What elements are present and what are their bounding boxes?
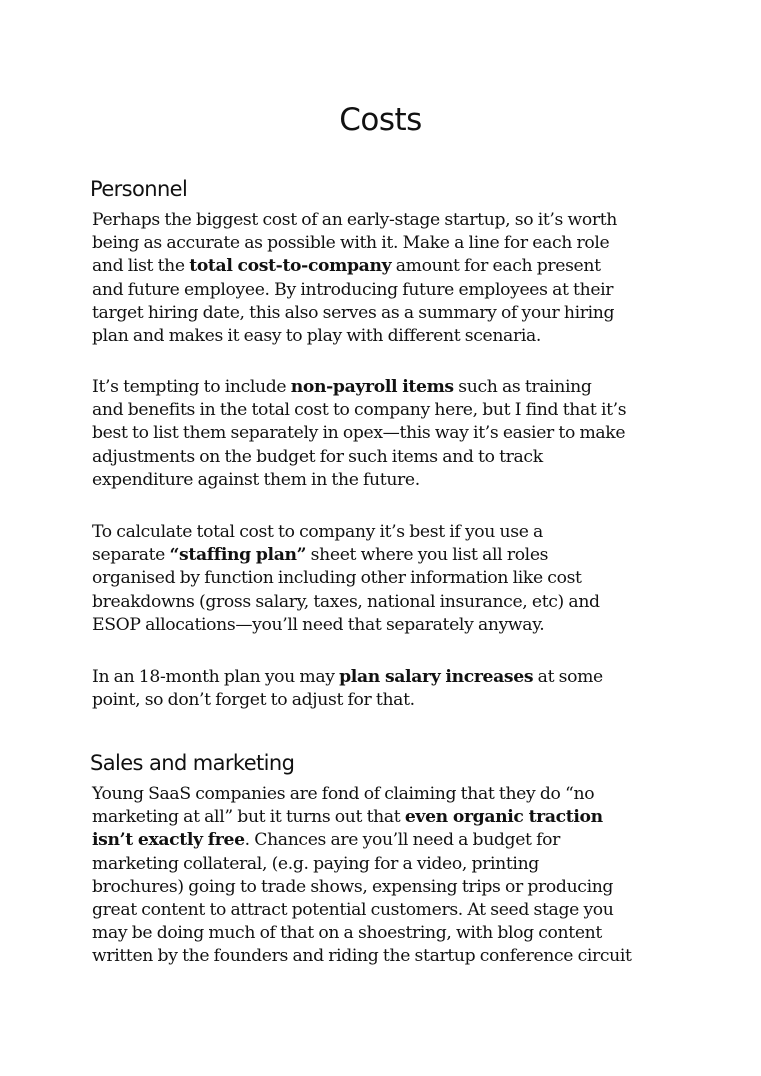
text-run: . Chances are you’ll need a budget for — [244, 830, 560, 851]
paragraph — [92, 209, 682, 348]
page-title: Costs — [339, 102, 422, 138]
text-line — [92, 302, 682, 325]
text-run: and future employee. By introducing future employees at their — [92, 279, 614, 300]
text-line — [92, 446, 682, 469]
text-line — [92, 544, 682, 567]
text-line — [92, 325, 682, 348]
text-run: written by the founders and riding the startup conference circuit — [92, 946, 632, 967]
paragraph — [92, 666, 682, 712]
text-line — [92, 945, 682, 968]
text-line — [92, 521, 682, 544]
text-line — [92, 922, 682, 945]
text-run: sheet where you list all roles — [306, 545, 549, 566]
text-run: may be doing much of that on a shoestring, with blog content — [92, 923, 602, 944]
text-line — [92, 829, 682, 852]
text-run: organised by function including other information like cost — [92, 568, 582, 589]
text-run: and list the — [92, 256, 190, 277]
text-line — [92, 899, 682, 922]
text-run: plan and makes it easy to play with different scenaria. — [92, 326, 541, 347]
text-run: at some — [533, 667, 603, 687]
text-run: and benefits in the total cost to company here, but I find that it’s — [92, 400, 627, 421]
text-run: separate — [92, 545, 170, 566]
text-run: Perhaps the biggest cost of an early-stage startup, so it’s worth — [92, 210, 618, 230]
paragraph — [92, 376, 682, 492]
text-line — [92, 422, 682, 445]
text-run: breakdowns (gross salary, taxes, national insurance, etc) and — [92, 591, 600, 612]
text-line — [92, 567, 682, 590]
text-line — [92, 209, 682, 232]
section-heading-personnel: Personnel — [90, 177, 188, 201]
paragraph — [92, 521, 682, 637]
text-line — [92, 376, 682, 399]
text-line — [92, 255, 682, 278]
text-run: expenditure against them in the future. — [92, 469, 420, 490]
bold-text: plan salary increases — [339, 667, 534, 687]
bold-text: isn’t exactly free — [92, 830, 245, 851]
text-run: point, so don’t forget to adjust for that. — [92, 690, 415, 711]
text-run: adjustments on the budget for such items and to track — [92, 446, 543, 467]
text-run: To calculate total cost to company it’s best if you use a — [92, 522, 543, 542]
text-line — [92, 806, 682, 829]
text-run: In an 18-month plan you may — [92, 667, 340, 687]
text-line — [92, 591, 682, 614]
text-run: Young SaaS companies are fond of claiming that they do “no — [92, 784, 595, 804]
text-line — [92, 853, 682, 876]
text-line — [92, 689, 682, 712]
bold-text: non-payroll items — [290, 377, 454, 397]
paragraph — [92, 783, 682, 969]
text-line — [92, 469, 682, 492]
text-line — [92, 783, 682, 806]
text-run: marketing collateral, (e.g. paying for a video, printing — [92, 853, 539, 874]
text-line — [92, 666, 682, 689]
section-heading-sales-and-marketing: Sales and marketing — [90, 751, 295, 775]
text-run: best to list them separately in opex—this way it’s easier to make — [92, 423, 626, 444]
text-run: It’s tempting to include — [92, 377, 291, 397]
text-run: marketing at all” but it turns out that — [92, 807, 405, 828]
text-run: target hiring date, this also serves as a summary of your hiring — [92, 302, 615, 323]
text-line — [92, 232, 682, 255]
text-run: being as accurate as possible with it. Make a line for each role — [92, 233, 610, 254]
text-line — [92, 279, 682, 302]
text-run: brochures) going to trade shows, expensing trips or producing — [92, 876, 614, 897]
bold-text: “staffing plan” — [169, 545, 307, 566]
text-run: great content to attract potential customers. At seed stage you — [92, 900, 614, 921]
text-line — [92, 399, 682, 422]
text-run: amount for each present — [391, 256, 601, 277]
bold-text: total cost-to-company — [189, 256, 392, 277]
text-run: such as training — [453, 377, 592, 397]
bold-text: even organic traction — [404, 807, 603, 828]
text-run: ESOP allocations—you’ll need that separately anyway. — [92, 614, 545, 635]
text-line — [92, 614, 682, 637]
text-line — [92, 876, 682, 899]
